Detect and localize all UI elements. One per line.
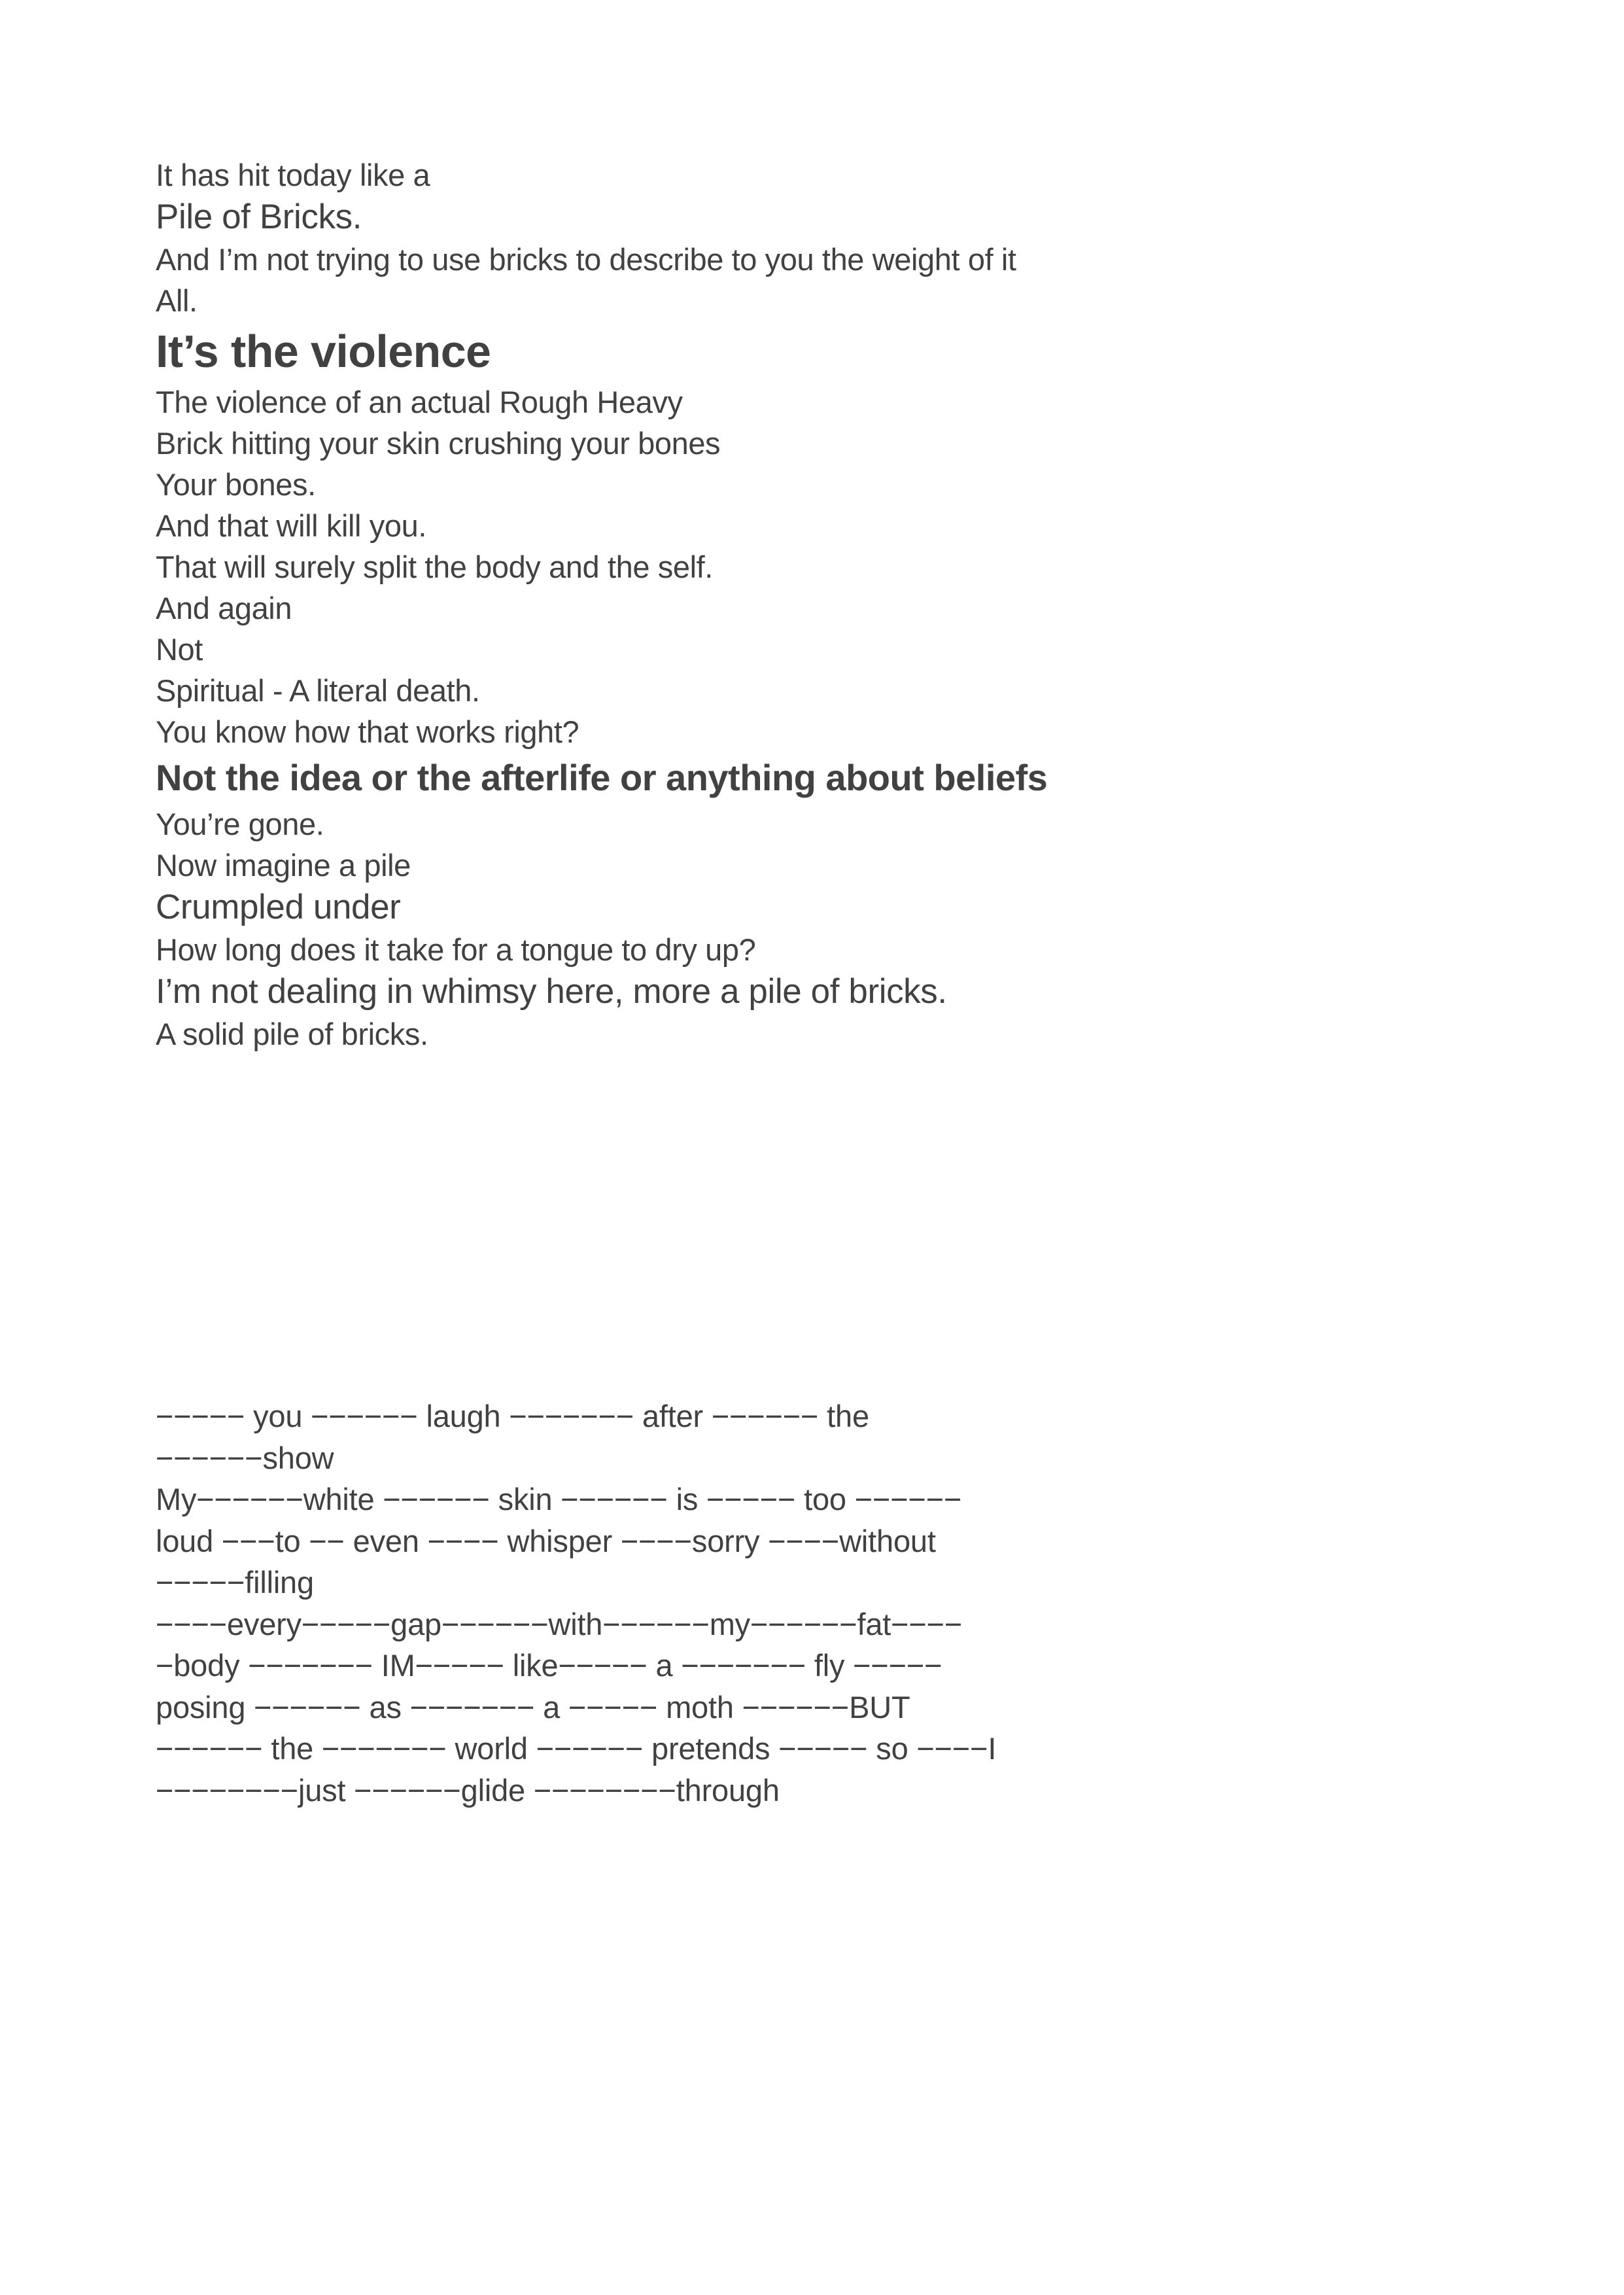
poem-line: Spiritual - A literal death. — [156, 673, 480, 708]
poem-line: The violence of an actual Rough Heavy — [156, 385, 683, 419]
poem-line: Your bones. — [156, 467, 316, 502]
poem-line: And that will kill you. — [156, 508, 426, 543]
poem-line: I’m not dealing in whimsy here, more a pile of bricks. — [156, 972, 947, 1011]
poem-line: Brick hitting your skin crushing your bones — [156, 426, 721, 461]
poem-line: How long does it take for a tongue to dry up? — [156, 932, 756, 967]
dash-poem-line: My−−−−−−white −−−−−− skin −−−−−− is −−−−− too −−−−−− — [156, 1482, 962, 1516]
poem-dashes — [156, 1395, 1470, 1811]
dash-poem-line: −−−−−−−−just −−−−−−glide −−−−−−−−through — [156, 1772, 780, 1808]
poem-line: Not — [156, 632, 203, 667]
poem-line: It has hit today like a — [156, 158, 430, 192]
dash-poem-line: posing −−−−−− as −−−−−−− a −−−−− moth −−−−−−BUT — [156, 1689, 910, 1725]
poem-line: And again — [156, 591, 292, 625]
dash-poem-line: −body −−−−−−− IM−−−−− like−−−−− a −−−−−−− fly −−−−− — [156, 1648, 942, 1683]
poem-line: Crumpled under — [156, 888, 401, 926]
poem-line: That will surely split the body and the self. — [156, 550, 713, 584]
poem-line: You’re gone. — [156, 807, 324, 841]
dash-poem-line: −−−−−−show — [156, 1440, 334, 1475]
poem-line: Pile of Bricks. — [156, 198, 362, 236]
dash-poem-line: loud −−−to −− even −−−− whisper −−−−sorry −−−−without — [156, 1523, 936, 1558]
poem-line: And I’m not trying to use bricks to describe to you the weight of it — [156, 242, 1016, 277]
dash-poem-line: −−−−−− the −−−−−−− world −−−−−− pretends −−−−− so −−−−I — [156, 1731, 997, 1766]
poem-heading-line: It’s the violence — [156, 326, 491, 377]
dash-poem-line: −−−−every−−−−−gap−−−−−−with−−−−−−my−−−−−−fat−−−− — [156, 1606, 963, 1641]
poem-line: You know how that works right? — [156, 714, 579, 749]
poem-pile-of-bricks — [156, 154, 1470, 1055]
poem-line: A solid pile of bricks. — [156, 1017, 428, 1051]
poem-line: Now imagine a pile — [156, 848, 411, 883]
poem-line: All. — [156, 283, 198, 318]
dash-poem-line: −−−−− you −−−−−− laugh −−−−−−− after −−−−−− the — [156, 1399, 869, 1433]
poem-bold-line: Not the idea or the afterlife or anything about beliefs — [156, 757, 1048, 798]
dash-poem-line: −−−−−filling — [156, 1565, 314, 1600]
